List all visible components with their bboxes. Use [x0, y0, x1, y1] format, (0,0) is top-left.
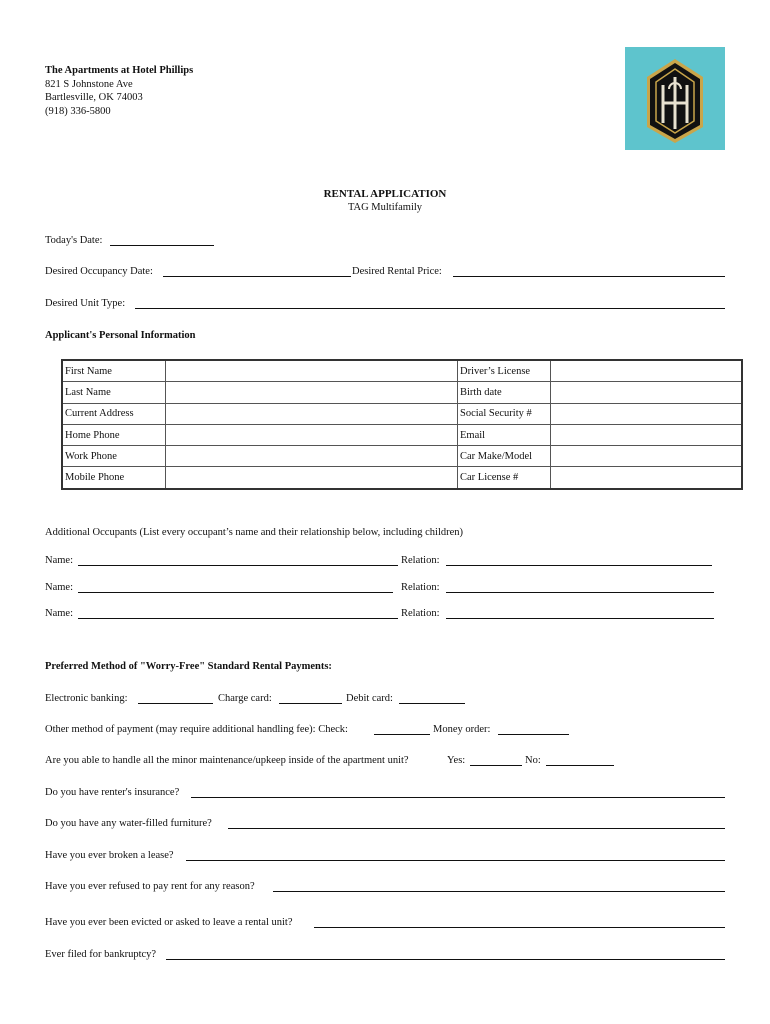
- refused-rent-field[interactable]: [273, 891, 725, 892]
- refused-rent-question: Have you ever refused to pay rent for any reason?: [45, 881, 255, 892]
- occupants-intro: Additional Occupants (List every occupant’s name and their relationship below, including children): [45, 527, 464, 538]
- insurance-question: Do you have renter's insurance?: [45, 787, 180, 798]
- email-label: Email: [458, 424, 551, 445]
- personal-info-table: [61, 359, 743, 490]
- rental-price-label: Desired Rental Price:: [352, 266, 442, 277]
- bankruptcy-field[interactable]: [166, 959, 725, 960]
- payments-heading: Preferred Method of "Worry-Free" Standard Rental Payments:: [45, 661, 332, 672]
- evicted-field[interactable]: [314, 927, 725, 928]
- todays-date-field[interactable]: [110, 245, 214, 246]
- table-row: [62, 360, 742, 382]
- email-input[interactable]: [551, 424, 743, 445]
- drivers-license-input[interactable]: [551, 360, 743, 382]
- charge-card-field[interactable]: [279, 703, 342, 704]
- company-phone: (918) 336-5800: [45, 106, 111, 117]
- mobile-phone-input[interactable]: [166, 467, 458, 489]
- maintenance-no-field[interactable]: [546, 765, 614, 766]
- car-license-input[interactable]: [551, 467, 743, 489]
- unit-type-label: Desired Unit Type:: [45, 298, 126, 309]
- company-logo: [625, 47, 725, 150]
- table-row: [62, 446, 742, 467]
- personal-info-heading: Applicant's Personal Information: [45, 330, 196, 341]
- occupant-relation-field-3[interactable]: [446, 618, 714, 619]
- current-address-input[interactable]: [166, 403, 458, 424]
- todays-date-label: Today's Date:: [45, 235, 103, 246]
- check-field[interactable]: [374, 734, 430, 735]
- occupancy-date-field[interactable]: [163, 276, 351, 277]
- last-name-label: Last Name: [62, 382, 166, 403]
- unit-type-field[interactable]: [135, 308, 725, 309]
- occupant-relation-label: Relation:: [401, 582, 440, 593]
- car-make-model-input[interactable]: [551, 446, 743, 467]
- occupant-relation-field-2[interactable]: [446, 592, 714, 593]
- company-city: Bartlesville, OK 74003: [45, 92, 143, 103]
- home-phone-label: Home Phone: [62, 424, 166, 445]
- maintenance-no-label: No:: [525, 755, 541, 766]
- electronic-banking-label: Electronic banking:: [45, 693, 128, 704]
- occupant-name-label: Name:: [45, 582, 73, 593]
- first-name-label: First Name: [62, 360, 166, 382]
- occupant-relation-label: Relation:: [401, 608, 440, 619]
- water-furniture-field[interactable]: [228, 828, 725, 829]
- home-phone-input[interactable]: [166, 424, 458, 445]
- water-furniture-question: Do you have any water-filled furniture?: [45, 818, 212, 829]
- table-row: [62, 382, 742, 403]
- mobile-phone-label: Mobile Phone: [62, 467, 166, 489]
- money-order-label: Money order:: [433, 724, 491, 735]
- charge-card-label: Charge card:: [218, 693, 272, 704]
- company-name: The Apartments at Hotel Phillips: [45, 65, 194, 76]
- occupant-name-field-3[interactable]: [78, 618, 398, 619]
- occupant-name-field-1[interactable]: [78, 565, 398, 566]
- social-security-label: Social Security #: [458, 403, 551, 424]
- social-security-input[interactable]: [551, 403, 743, 424]
- rental-price-field[interactable]: [453, 276, 725, 277]
- car-license-label: Car License #: [458, 467, 551, 489]
- table-row: [62, 467, 742, 489]
- hotel-phillips-logo-icon: [625, 47, 725, 150]
- debit-card-field[interactable]: [399, 703, 465, 704]
- occupant-relation-field-1[interactable]: [446, 565, 712, 566]
- drivers-license-label: Driver’s License: [458, 360, 551, 382]
- page-title: RENTAL APPLICATION: [323, 188, 447, 200]
- company-street: 821 S Johnstone Ave: [45, 79, 133, 90]
- maintenance-yes-field[interactable]: [470, 765, 522, 766]
- work-phone-input[interactable]: [166, 446, 458, 467]
- last-name-input[interactable]: [166, 382, 458, 403]
- first-name-input[interactable]: [166, 360, 458, 382]
- occupant-name-field-2[interactable]: [78, 592, 393, 593]
- birth-date-label: Birth date: [458, 382, 551, 403]
- work-phone-label: Work Phone: [62, 446, 166, 467]
- current-address-label: Current Address: [62, 403, 166, 424]
- car-make-model-label: Car Make/Model: [458, 446, 551, 467]
- occupant-relation-label: Relation:: [401, 555, 440, 566]
- occupant-name-label: Name:: [45, 608, 73, 619]
- table-row: [62, 403, 742, 424]
- bankruptcy-question: Ever filed for bankruptcy?: [45, 949, 157, 960]
- electronic-banking-field[interactable]: [138, 703, 213, 704]
- occupant-name-label: Name:: [45, 555, 73, 566]
- broken-lease-field[interactable]: [186, 860, 725, 861]
- birth-date-input[interactable]: [551, 382, 743, 403]
- maintenance-yes-label: Yes:: [447, 755, 466, 766]
- maintenance-question: Are you able to handle all the minor maintenance/upkeep inside of the apartment unit?: [45, 755, 409, 766]
- occupancy-date-label: Desired Occupancy Date:: [45, 266, 153, 277]
- broken-lease-question: Have you ever broken a lease?: [45, 850, 174, 861]
- table-row: [62, 424, 742, 445]
- evicted-question: Have you ever been evicted or asked to leave a rental unit?: [45, 917, 293, 928]
- debit-card-label: Debit card:: [346, 693, 393, 704]
- page-subtitle: TAG Multifamily: [347, 202, 423, 213]
- other-payment-label: Other method of payment (may require additional handling fee): Check:: [45, 724, 348, 735]
- insurance-field[interactable]: [191, 797, 725, 798]
- money-order-field[interactable]: [498, 734, 569, 735]
